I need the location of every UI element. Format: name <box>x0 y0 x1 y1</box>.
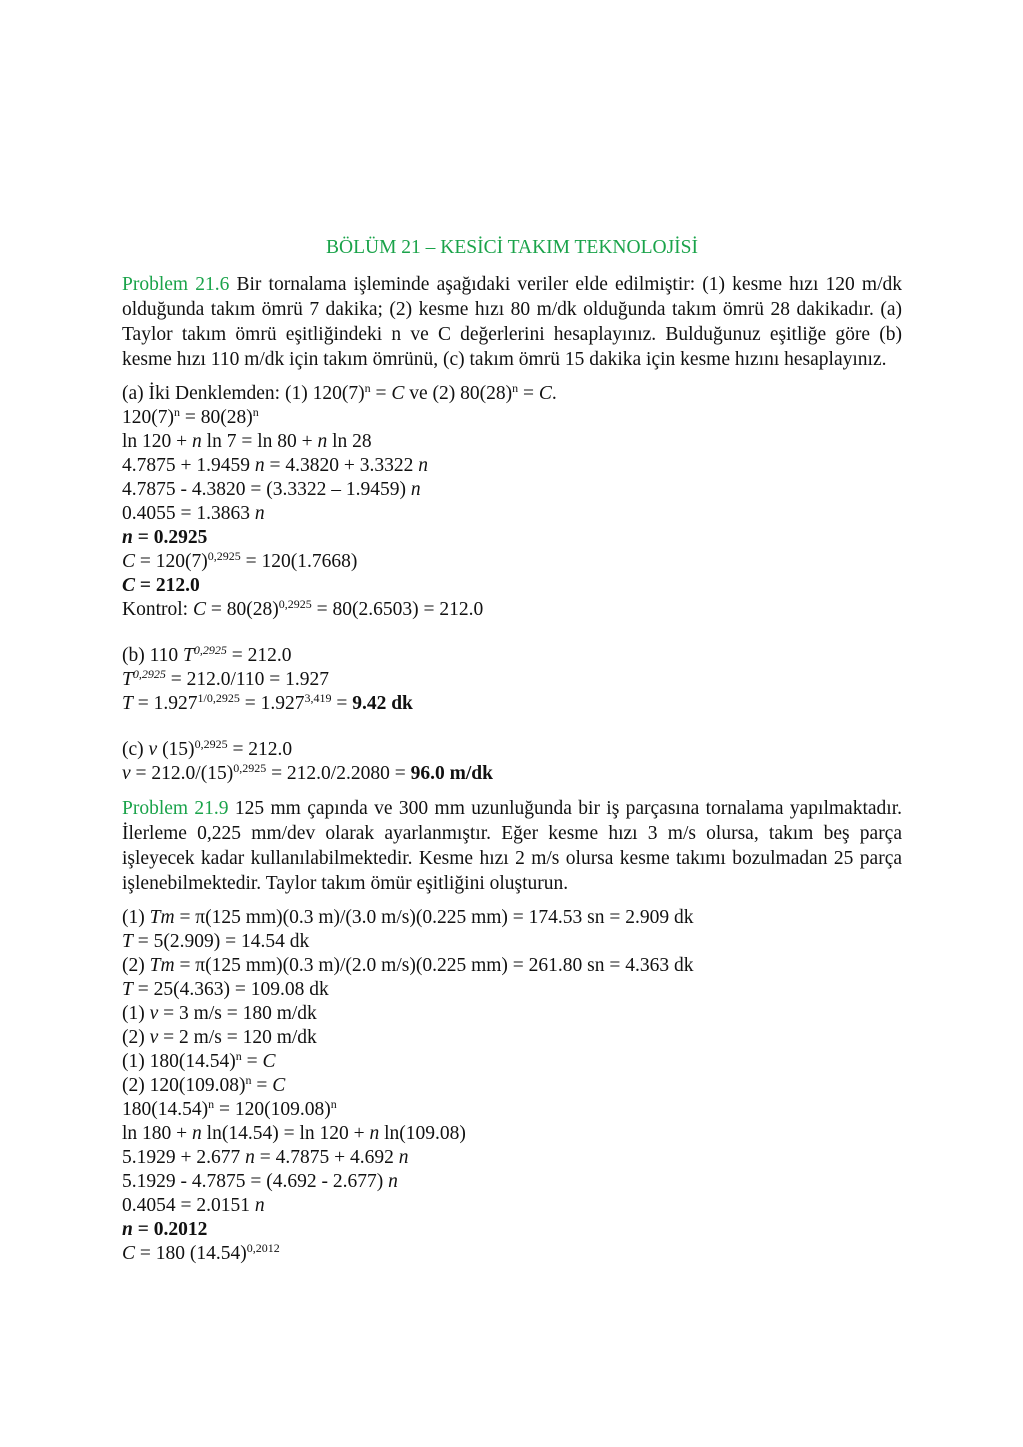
equation-line: C = 180 $(14.54)^{0,2012}$ <box>122 1241 280 1264</box>
equation-line: 4.7875 + 1.9459 n = 4.3820 + 3.3322 n <box>122 455 428 476</box>
problem-text: 125 mm çapında ve 300 mm uzunluğunda bir iş parçasına tornalama yapılmaktadır. İlerleme 0,225 mm/dev olarak ayarlanmıştır. Eğer kesme hızı 3 m/s olursa, takım beş parça işleyecek kadar kullanılabilmektedir. Kesme hızı 2 m/s olursa kesme takımı bozulmadan 25 parça işlenebilmektedir. Taylor takım ömür eşitliğini oluşturun. <box>122 798 902 894</box>
equation-line: 5.1929 + 2.677 n = 4.7875 + 4.692 n <box>122 1147 409 1168</box>
equation-line: $T = 1.927^{1/0,2925} = 1.927^{3,419} = 9.42$ dk <box>122 691 413 714</box>
problem-text: Bir tornalama işleminde aşağıdaki veriler elde edilmiştir: (1) kesme hızı 120 m/dk olduğunda takım ömrü 7 dakika; (2) kesme hızı 80 m/dk olduğunda takım ömrü 28 dakikadır. (a) Taylor takım ömrü eşitliğindeki n ve C değerlerini hesaplayınız. Bulduğunuz eşitliğe göre (b) kesme hızı 110 m/dk için takım ömrünü, (c) takım ömrü 15 dakika için kesme hızını hesaplayınız. <box>122 274 902 370</box>
equation-line: n = 0.2012 <box>122 1219 208 1240</box>
equation-line: 5.1929 - 4.7875 = (4.692 - 2.677) n <box>122 1171 398 1192</box>
equation-line: 4.7875 - 4.3820 = (3.3322 – 1.9459) n <box>122 479 421 500</box>
equation-line: $T^{0,2925} = 212.0/110 = 1.927$ <box>122 667 330 690</box>
equation-line: $C = 120(7)^{0,2925} = 120(1.7668)$ <box>122 549 358 572</box>
equation-line: C = 212.0 <box>122 575 200 596</box>
equation-line: (1) Tm = π(125 mm)(0.3 m)/(3.0 m/s)(0.225 mm) = 174.53 sn = 2.909 dk <box>122 907 694 928</box>
equation-line: ln 120 + n ln 7 = ln 80 + n ln 28 <box>122 431 372 452</box>
blank-line <box>122 622 902 644</box>
blank-line <box>122 716 902 738</box>
equation-line: (b) 110 $T^{0,2925} = 212.0$ <box>122 643 292 666</box>
solution-21-6 <box>122 382 902 786</box>
equation-line: 0.4055 = 1.3863 n <box>122 503 265 524</box>
equation-line: (1) $180(14.54)^n = C$ <box>122 1049 276 1072</box>
equation-line: Kontrol: $C = 80(28)^{0,2925} = 80(2.6503) = 212.0$ <box>122 597 484 620</box>
equation-line: T = 5(2.909) = 14.54 dk <box>122 931 310 952</box>
problem-21-6-statement <box>122 272 902 372</box>
equation-line: T = 25(4.363) = 109.08 dk <box>122 979 329 1000</box>
equation-line: (2) v = 2 m/s = 120 m/dk <box>122 1027 317 1048</box>
problem-label: Problem 21.6 <box>122 274 230 295</box>
equation-line: (a) İki Denklemden: (1) $120(7)^n = C$ ve (2) $80(28)^n = C$. <box>122 381 557 404</box>
equation-line: (1) v = 3 m/s = 180 m/dk <box>122 1003 317 1024</box>
equation-line: (2) Tm = π(125 mm)(0.3 m)/(2.0 m/s)(0.225 mm) = 261.80 sn = 4.363 dk <box>122 955 694 976</box>
problem-21-9-statement <box>122 796 902 896</box>
equation-line: (2) $120(109.08)^n = C$ <box>122 1073 286 1096</box>
equation-line: 0.4054 = 2.0151 n <box>122 1195 265 1216</box>
document-page <box>122 236 902 1266</box>
equation-line: ln 180 + n ln(14.54) = ln 120 + n ln(109.08) <box>122 1123 466 1144</box>
equation-line: $v = 212.0/(15)^{0,2925} = 212.0/2.2080 = 96.0$ m/dk <box>122 761 493 784</box>
problem-label: Problem 21.9 <box>122 798 229 819</box>
solution-21-9 <box>122 906 902 1266</box>
equation-line: (c) v $(15)^{0,2925} = 212.0$ <box>122 737 293 760</box>
chapter-title: BÖLÜM 21 – KESİCİ TAKIM TEKNOLOJİSİ <box>325 237 698 258</box>
equation-line: n = 0.2925 <box>122 527 208 548</box>
equation-line: $180(14.54)^n = 120(109.08)^n$ <box>122 1097 337 1120</box>
equation-line: $120(7)^n = 80(28)^n$ <box>122 405 259 428</box>
